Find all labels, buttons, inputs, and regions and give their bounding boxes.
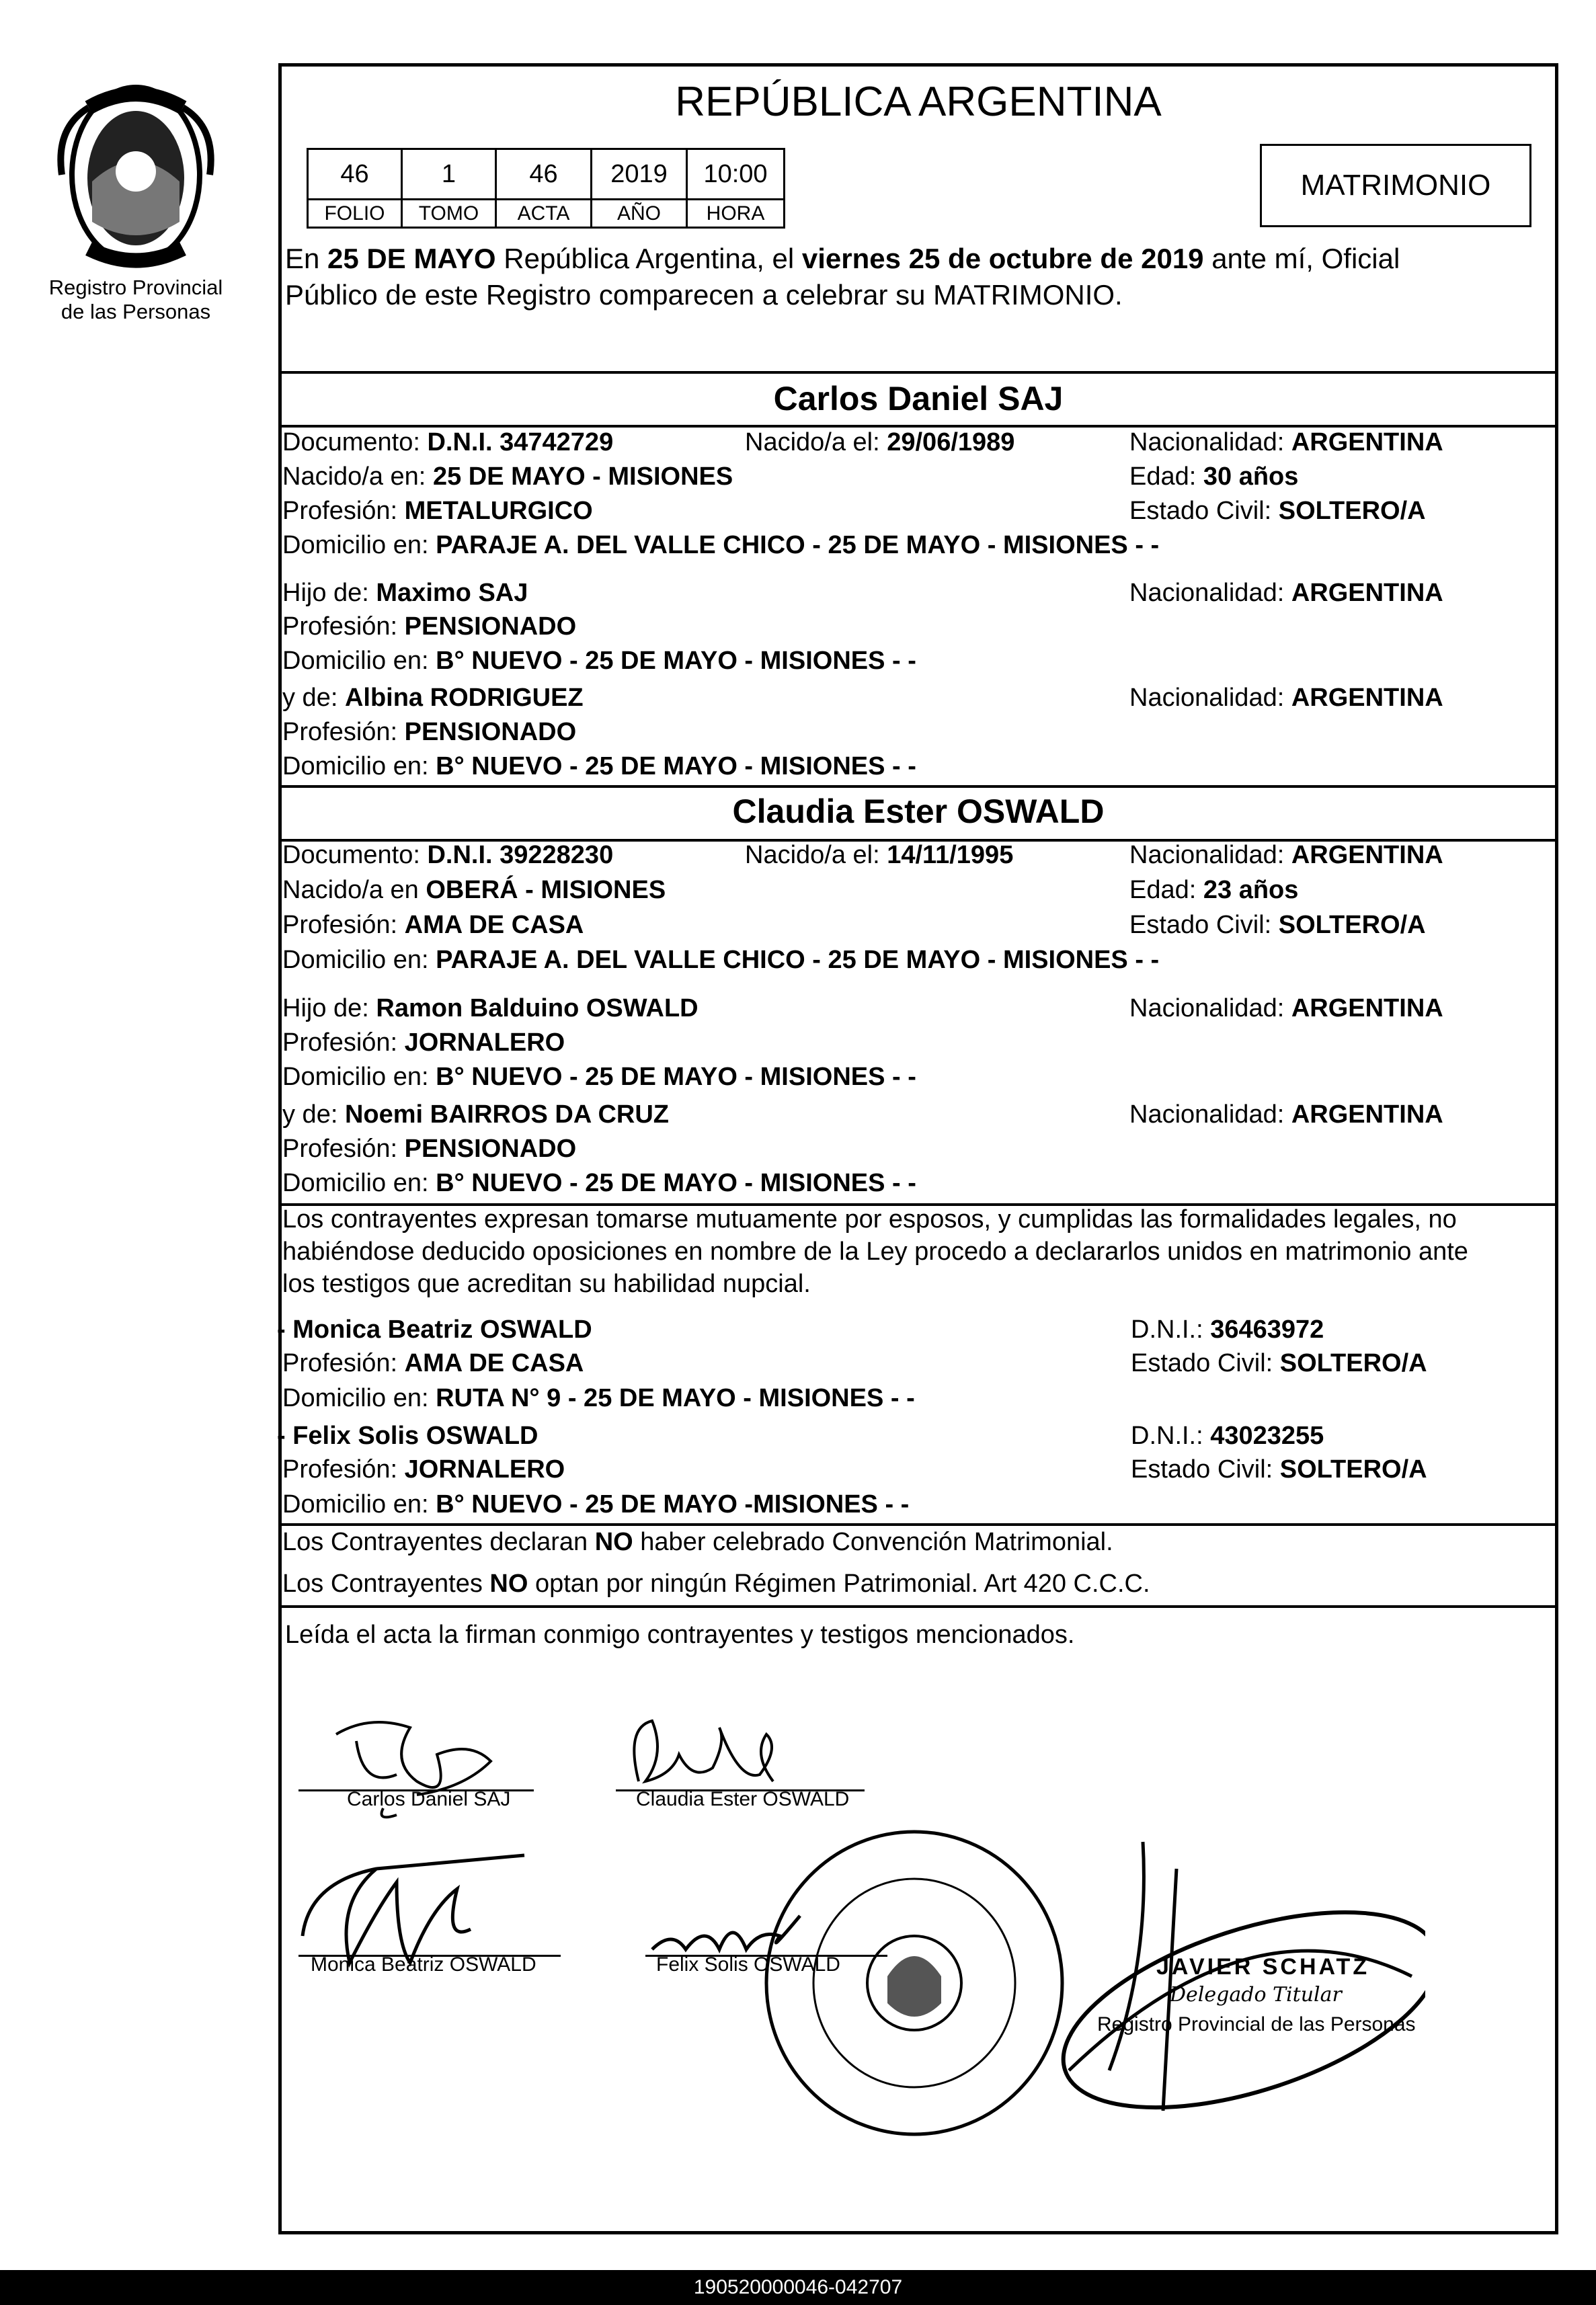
witness1-address: Domicilio en: RUTA N° 9 - 25 DE MAYO - MISIONES - -: [282, 1384, 915, 1412]
hora-value: 10:00: [703, 160, 768, 188]
spouse2-age: Edad: 23 años: [1129, 876, 1299, 904]
hora-label: HORA: [688, 198, 783, 227]
field-acta: [497, 150, 592, 227]
spouse1-nationality: Nacionalidad: ARGENTINA: [1129, 428, 1443, 456]
convention-line1: Los Contrayentes declaran NO haber celebrado Convención Matrimonial.: [282, 1528, 1113, 1556]
spouse1-age: Edad: 30 años: [1129, 462, 1299, 491]
spouse2-father-address: Domicilio en: B° NUEVO - 25 DE MAYO - MISIONES - -: [282, 1063, 916, 1091]
declaration-line3: los testigos que acreditan su habilidad nupcial.: [282, 1270, 811, 1298]
spouse2-mother-profession: Profesión: PENSIONADO: [282, 1135, 577, 1163]
spouse1-doc: Documento: D.N.I. 34742729: [282, 428, 614, 456]
intro-p1: En: [285, 243, 328, 274]
spouse1-name: Carlos Daniel SAJ: [773, 380, 1064, 417]
spouse1-profession: Profesión: METALURGICO: [282, 497, 593, 525]
spouse2-name: Claudia Ester OSWALD: [732, 793, 1105, 830]
signature-label-carlos: Carlos Daniel SAJ: [347, 1788, 511, 1810]
acta-value: 46: [529, 160, 558, 188]
witness2-dni: D.N.I.: 43023255: [1131, 1422, 1324, 1450]
record-fields-table: [307, 148, 785, 229]
province-seal-icon: [35, 67, 237, 276]
spouse2-mother-address: Domicilio en: B° NUEVO - 25 DE MAYO - MISIONES - -: [282, 1169, 916, 1197]
spouse2-father: Hijo de: Ramon Balduino OSWALD: [282, 994, 699, 1022]
field-folio: [309, 150, 403, 227]
anio-value: 2019: [610, 160, 668, 188]
footer-bar: [0, 2270, 1596, 2305]
spouse1-mother-profession: Profesión: PENSIONADO: [282, 718, 577, 746]
official-title: Delegado Titular: [1170, 1983, 1342, 2007]
closing-statement: Leída el acta la firman conmigo contrayentes y testigos mencionados.: [285, 1621, 1075, 1649]
spouse1-mother: y de: Albina RODRIGUEZ: [282, 684, 584, 712]
witness2-civil-status: Estado Civil: SOLTERO/A: [1131, 1455, 1427, 1484]
field-hora: [688, 150, 783, 227]
anio-label: AÑO: [592, 198, 686, 227]
handwritten-signature-icon: [625, 1714, 813, 1795]
record-type: MATRIMONIO: [1300, 169, 1491, 202]
witness2-profession: Profesión: JORNALERO: [282, 1455, 565, 1484]
spouse1-father-address: Domicilio en: B° NUEVO - 25 DE MAYO - MISIONES - -: [282, 647, 916, 675]
tomo-value: 1: [441, 160, 456, 188]
witness2-address: Domicilio en: B° NUEVO - 25 DE MAYO -MISIONES - -: [282, 1490, 910, 1519]
divider: [278, 1523, 1558, 1526]
witness1-name: - Monica Beatriz OSWALD: [277, 1316, 592, 1344]
intro-line2: Público de este Registro comparecen a celebrar su MATRIMONIO.: [285, 279, 1123, 311]
intro-line1: [285, 242, 1400, 276]
spouse2-nationality: Nacionalidad: ARGENTINA: [1129, 841, 1443, 869]
intro-date: viernes 25 de octubre de 2019: [801, 243, 1204, 274]
spouse2-address: Domicilio en: PARAJE A. DEL VALLE CHICO - 25 DE MAYO - MISIONES - -: [282, 946, 1160, 974]
intro-p2: República Argentina, el: [495, 243, 802, 274]
registry-name-line2: de las Personas: [61, 300, 211, 323]
divider: [278, 371, 1558, 374]
spouse2-father-nationality: Nacionalidad: ARGENTINA: [1129, 994, 1443, 1022]
spouse2-doc: Documento: D.N.I. 39228230: [282, 841, 614, 869]
witness1-profession: Profesión: AMA DE CASA: [282, 1349, 584, 1377]
registry-name-line1: Registro Provincial: [48, 276, 223, 299]
witness1-dni: D.N.I.: 36463972: [1131, 1316, 1324, 1344]
convention-line2: Los Contrayentes NO optan por ningún Régimen Patrimonial. Art 420 C.C.C.: [282, 1570, 1150, 1598]
document-code: 190520000046-042707: [693, 2276, 903, 2298]
witness2-name: - Felix Solis OSWALD: [277, 1422, 538, 1450]
witness1-civil-status: Estado Civil: SOLTERO/A: [1131, 1349, 1427, 1377]
declaration-line1: Los contrayentes expresan tomarse mutuamente por esposos, y cumplidas las formalidades legales, no: [282, 1205, 1457, 1234]
divider: [278, 1605, 1558, 1608]
acta-label: ACTA: [497, 198, 590, 227]
spouse2-born: Nacido/a el: 14/11/1995: [745, 841, 1014, 869]
spouse1-address: Domicilio en: PARAJE A. DEL VALLE CHICO - 25 DE MAYO - MISIONES - -: [282, 531, 1160, 559]
spouse1-mother-address: Domicilio en: B° NUEVO - 25 DE MAYO - MISIONES - -: [282, 752, 916, 780]
signature-label-felix: Felix Solis OSWALD: [656, 1953, 840, 1976]
field-tomo: [403, 150, 497, 227]
spouse1-father-nationality: Nacionalidad: ARGENTINA: [1129, 579, 1443, 607]
official-name: JAVIER SCHATZ: [1156, 1954, 1370, 1980]
registry-stamp-icon: [753, 1822, 1076, 2144]
declaration-line2: habiéndose deducido oposiciones en nombre de la Ley procedo a declararlos unidos en matrimonio ante: [282, 1238, 1468, 1266]
spouse2-mother: y de: Noemi BAIRROS DA CRUZ: [282, 1100, 670, 1129]
field-anio: [592, 150, 688, 227]
signature-claudia: [625, 1714, 813, 1795]
spouse2-birthplace: Nacido/a en OBERÁ - MISIONES: [282, 876, 666, 904]
intro-place: 25 DE MAYO: [327, 243, 496, 274]
official-stamp: [753, 1822, 1076, 2144]
spouse2-profession: Profesión: AMA DE CASA: [282, 911, 584, 939]
signature-label-monica: Monica Beatriz OSWALD: [311, 1953, 536, 1976]
intro-p3: ante mí, Oficial: [1203, 243, 1400, 274]
spouse2-mother-nationality: Nacionalidad: ARGENTINA: [1129, 1100, 1443, 1129]
official-office: Registro Provincial de las Personas: [1097, 2013, 1416, 2035]
signature-label-claudia: Claudia Ester OSWALD: [636, 1788, 850, 1810]
country-title: REPÚBLICA ARGENTINA: [675, 79, 1162, 125]
spouse1-father-profession: Profesión: PENSIONADO: [282, 612, 577, 641]
folio-label: FOLIO: [309, 198, 401, 227]
spouse1-mother-nationality: Nacionalidad: ARGENTINA: [1129, 684, 1443, 712]
spouse1-father: Hijo de: Maximo SAJ: [282, 579, 528, 607]
spouse1-birthplace: Nacido/a en: 25 DE MAYO - MISIONES: [282, 462, 733, 491]
record-type-box: [1260, 144, 1531, 227]
spouse1-born: Nacido/a el: 29/06/1989: [745, 428, 1015, 456]
spouse2-father-profession: Profesión: JORNALERO: [282, 1028, 565, 1057]
spouse1-civil-status: Estado Civil: SOLTERO/A: [1129, 497, 1426, 525]
folio-value: 46: [340, 160, 369, 188]
divider: [278, 785, 1558, 788]
tomo-label: TOMO: [403, 198, 495, 227]
spouse2-civil-status: Estado Civil: SOLTERO/A: [1129, 911, 1426, 939]
registry-logo: [35, 67, 237, 336]
